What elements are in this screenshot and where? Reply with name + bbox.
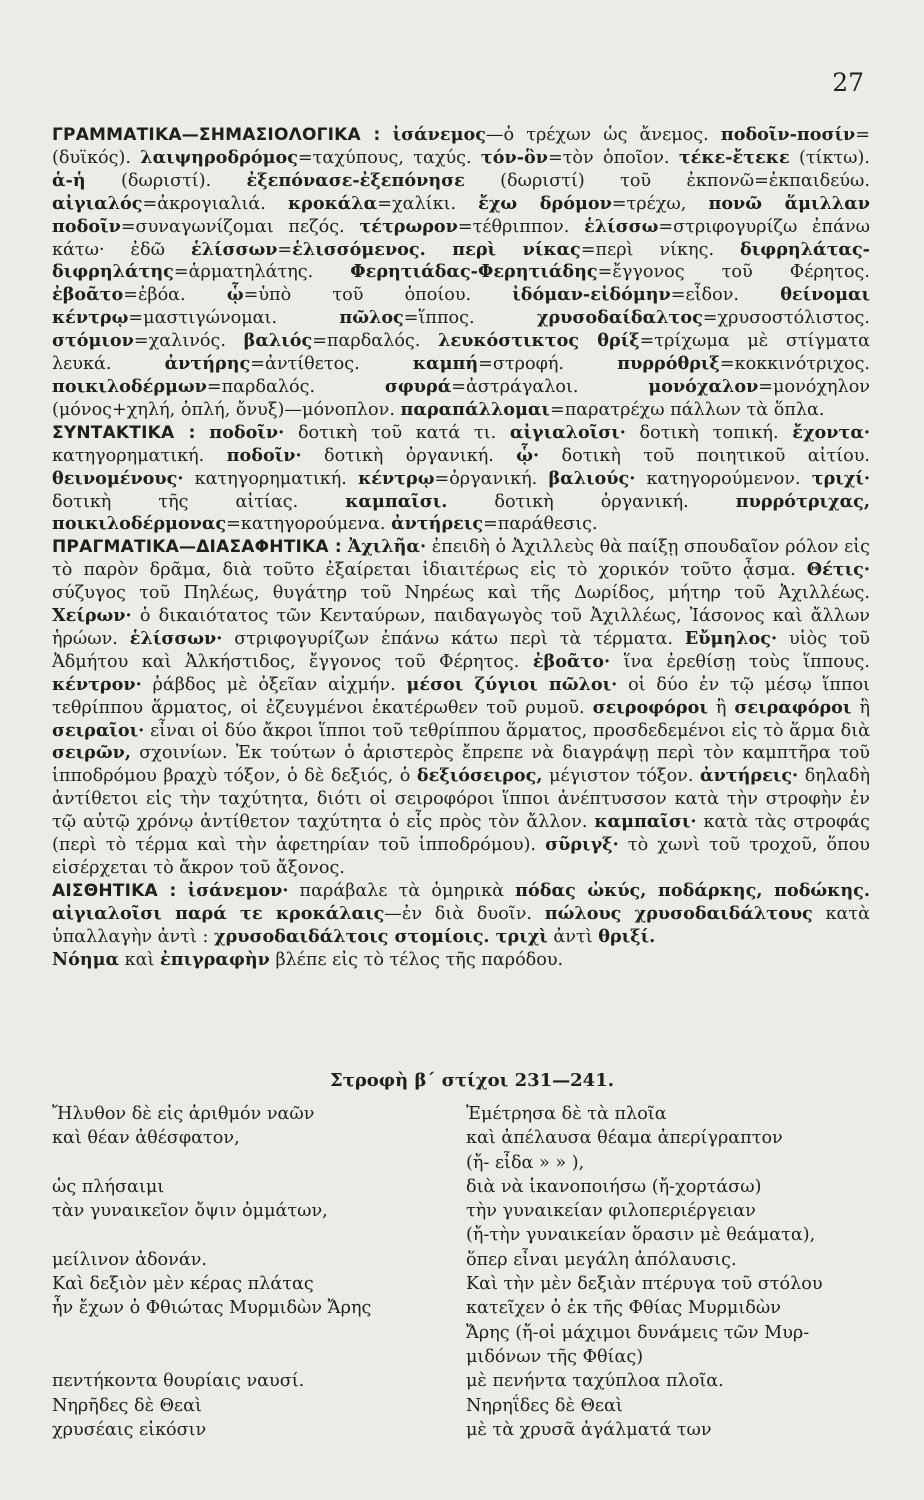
verse-original: τὰν γυναικεῖον ὄψιν ὀμμάτων, <box>52 1201 328 1222</box>
term: στόμιον <box>52 330 134 352</box>
verse-row <box>52 1369 870 1393</box>
term: χρυσοδαιδάλτοις στομίοις. τριχὶ <box>214 925 548 947</box>
term: ἑλίσσων· <box>129 627 223 649</box>
term: ἑλίσσων <box>190 238 278 260</box>
verse-original: πεντήκοντα θουρίαις ναυσί. <box>52 1371 305 1392</box>
term: ἐβοᾶτο <box>52 284 124 306</box>
term: κέντρῳ <box>358 467 435 489</box>
term: τόν-ὃν <box>480 146 548 168</box>
verse-translation: μὲ τὰ χρυσᾶ ἀγάλματά των <box>466 1419 712 1440</box>
verse-row <box>52 1345 870 1369</box>
term: σφυρά <box>384 375 452 397</box>
verse-translation: Ἐμέτρησα δὲ τὰ πλοῖα <box>466 1104 667 1124</box>
term: ἰσάνεμος <box>392 124 486 145</box>
term: ἁ-ἡ <box>52 169 86 191</box>
verse-row <box>52 1102 870 1126</box>
verse-translation: καὶ ἀπέλαυσα θέαμα ἀπερίγραπτον <box>466 1128 783 1149</box>
page-number: 27 <box>832 68 864 97</box>
term: τριχί· <box>811 467 871 489</box>
term: σειροφόροι <box>592 696 708 718</box>
section-heading-pragmatika: ΠΡΑΓΜΑΤΙΚΑ—ΔΙΑΣΑΦΗΤΙΚΑ : <box>52 537 342 558</box>
term: σειραῖοι· <box>52 719 145 741</box>
verse-row <box>52 1126 870 1150</box>
term: χρυσοδαίδαλτος <box>536 307 703 329</box>
section-aisthitika <box>52 880 870 949</box>
term: καμπαῖσι· <box>594 811 697 833</box>
verse-row <box>52 1394 870 1418</box>
term: ἑλισσόμενος. περὶ νίκας <box>292 238 581 260</box>
term: θεινομένους· <box>52 467 184 489</box>
verse-original: ὡς πλήσαιμι <box>52 1176 165 1197</box>
term: ποδοῖν-ποσίν <box>720 124 856 145</box>
verse-row <box>52 1151 870 1175</box>
verse-original <box>52 1223 466 1247</box>
term: λευκόστικτος θρίξ <box>438 330 640 352</box>
verse-original <box>52 1321 466 1345</box>
term: καμπή <box>412 353 479 375</box>
section-text-grammatika: ἰσάνεμος—ὁ τρέχων ὡς ἄνεμος. ποδοῖν-ποσίν=(δυϊκός). λαιψηροδρόμος=ταχύπους, ταχύς. τόν-ὃν=τὸν ὁποῖον. τέκε-ἔτεκε (τίκτω). ἁ-ἡ (δωριστί). ἐξεπόνασε-ἐξεπόνησε (δωριστί) τοῦ ἐκπονῶ=ἐκπαιδεύω. αἰγιαλός=ἀκρογιαλιά. κροκάλα=χαλίκι. ἔχω δρόμον=τρέχω, πονῶ ἅμιλλαν ποδοῖν=συναγωνίζομαι πεζός. τέτρωρον=τέθριππον. ἑλίσσω=στριφογυρίζω ἐπάνω κάτω· ἐδῶ ἑλίσσων=ἑλισσόμενος. περὶ νίκας=περὶ νίκης. διφρηλάτας-διφρηλάτης=ἁρματηλάτης. Φερητιάδας-Φερητιάδης=ἔγγονος τοῦ Φέρητος. ἐβοᾶτο=ἐβόα. ᾧ=ὑπὸ τοῦ ὁποίου. ἰδόμαν-εἰδόμην=εἶδον. θείνομαι κέντρῳ=μαστιγώνομαι. πῶλος=ἵππος. χρυσοδαίδαλτος=χρυσοστόλιστος. στόμιον=χαλινός. βαλιός=παρδαλός. λευκόστικτος θρίξ=τρίχωμα μὲ στίγματα λευκά. ἀντήρης=ἀντίθετος. καμπή=στροφή. πυρρόθριξ=κοκκινότριχος. ποικιλοδέρμων=παρδαλός. σφυρά=ἀστράγαλοι. μονόχαλον=μονόχηλον (μόνος+χηλή, ὁπλή, ὄνυξ)—μόνοπλον. παραπάλλομαι=παρατρέχω πάλλων τὰ ὅπλα. <box>52 124 871 420</box>
term: δεξιόσειρος, <box>416 765 543 787</box>
term: ᾧ <box>226 284 244 306</box>
verse-original: ἦν ἔχων ὁ Φθιώτας Μυρμιδὼν Ἄρης <box>52 1298 372 1319</box>
term: ἀντήρεις· <box>700 765 799 787</box>
term: σῦριγξ· <box>545 834 619 856</box>
term: τέτρωρον <box>359 215 458 237</box>
section-text-syntaktika: ποδοῖν· δοτικὴ τοῦ κατά τι. αἰγιαλοῖσι· δοτικὴ τοπική. ἔχοντα· κατηγορηματική. ποδοῖν· δοτικὴ ὀργανική. ᾧ· δοτικὴ τοῦ ποιητικοῦ αἰτίου. θεινομένους· κατηγορηματική. κέντρῳ=ὀργανική. βαλιούς· κατηγορούμενον. τριχί· δοτικὴ τῆς αἰτίας. καμπαῖσι. δοτικὴ ὀργανική. πυρρότριχας, ποικιλοδέρμονας=κατηγορούμενα. ἀντήρεις=παράθεσις. <box>52 421 871 535</box>
verse-translation: (ἤ- εἶδα » » ), <box>466 1152 585 1173</box>
verse-row <box>52 1223 870 1247</box>
verse-translation: διὰ νὰ ἱκανοποιήσω (ἤ-χορτάσω) <box>466 1176 762 1197</box>
verse-original: χρυσέαις εἰκόσιν <box>52 1419 207 1440</box>
term: μέσοι ζύγιοι πῶλοι· <box>406 673 618 695</box>
term: ἰσάνεμον· <box>187 879 289 901</box>
verse-original <box>52 1151 466 1175</box>
term: ἐξεπόνασε-ἐξεπόνησε <box>246 169 465 191</box>
verse-translation: μιδόνων τῆς Φθίας) <box>466 1346 644 1367</box>
term: ἐβοᾶτο· <box>532 650 611 672</box>
term: ποικιλοδέρμων <box>52 375 207 397</box>
verse-row <box>52 1272 870 1296</box>
term: ποδοῖν· <box>209 421 285 443</box>
verse-translation-table <box>52 1102 870 1442</box>
term: ἰδόμαν-εἰδόμην <box>512 284 671 306</box>
section-syntaktika <box>52 422 870 537</box>
term: Νόημα <box>52 948 120 970</box>
commentary-body <box>52 124 870 972</box>
term: διφρηλάτας-διφρηλάτης <box>52 238 870 283</box>
section-heading-syntaktika: ΣΥΝΤΑΚΤΙΚΑ : <box>52 422 196 443</box>
term: μονόχαλον <box>648 375 759 397</box>
verse-translation: ὅπερ εἶναι μεγάλη ἀπόλαυσις. <box>466 1249 737 1270</box>
term: Ἀχιλῆα· <box>347 536 427 558</box>
verse-row <box>52 1418 870 1442</box>
verse-original: Ἤλυθον δὲ εἰς ἀριθμόν ναῶν <box>52 1104 315 1124</box>
term: ἐπιγραφὴν <box>160 948 270 970</box>
term: λαιψηροδρόμος <box>140 146 298 168</box>
term: βαλιούς· <box>548 467 636 489</box>
term: θείνομαι κέντρῳ <box>52 284 871 329</box>
section-pragmatika <box>52 536 870 880</box>
section-grammatika <box>52 124 870 422</box>
term: πῶλος <box>339 307 404 329</box>
verse-row <box>52 1321 870 1345</box>
term: ἑλίσσω <box>584 215 659 237</box>
term: σειραφόροι <box>734 696 852 718</box>
verse-translation: Νηρηΐδες δὲ Θεαὶ <box>466 1395 623 1416</box>
term: Χείρων· <box>52 605 132 627</box>
nohma-note: Νόημα καὶ ἐπιγραφὴν βλέπε εἰς τὸ τέλος τῆς παρόδου. <box>52 948 564 970</box>
strophe-title: Στροφὴ β΄ στίχοι 231—241. <box>329 1070 614 1091</box>
term: Φερητιάδας-Φερητιάδης <box>350 261 598 283</box>
term: ποδοῖν· <box>226 444 302 466</box>
section-text-pragmatika: Ἀχιλῆα· ἐπειδὴ ὁ Ἀχιλλεὺς θὰ παίξῃ σπουδαῖον ρόλον εἰς τὸ παρὸν δρᾶμα, διὰ τοῦτο ἐξαίρεται ἰδιαιτέρως εἰς τὸ χορικόν τοῦτο ᾆσμα. Θέτις· σύζυγος τοῦ Πηλέως, θυγάτηρ τοῦ Νηρέως καὶ τῆς Δωρίδος, μήτηρ τοῦ Ἀχιλλέως. Χείρων· ὁ δικαιότατος τῶν Κενταύρων, παιδαγωγὸς τοῦ Ἀχιλλέως, Ἰάσονος καὶ ἄλλων ἡρώων. ἑλίσσων· στριφογυρίζων ἐπάνω κάτω περὶ τὰ τέρματα. Εὔμηλος· υἱὸς τοῦ Ἀδμήτου καὶ Ἀλκήστιδος, ἔγγονος τοῦ Φέρητος. ἐβοᾶτο· ἵνα ἐρεθίσῃ τοὺς ἵππους. κέντρον· ῥάβδος μὲ ὀξεῖαν αἰχμήν. μέσοι ζύγιοι πῶλοι· οἱ δύο ἐν τῷ μέσῳ ἵπποι τεθρίππου ἅρματος, οἱ ἐζευγμένοι ἑκατέρωθεν τοῦ ρυμοῦ. σειροφόροι ἢ σειραφόροι ἢ σειραῖοι· εἶναι οἱ δύο ἄκροι ἵπποι τοῦ τεθρίππου ἅρματος, προσδεδεμένοι εἰς τὸ ἅρμα διὰ σειρῶν, σχοινίων. Ἐκ τούτων ὁ ἀριστερὸς ἔπρεπε νὰ διαγράψῃ περὶ τὸν καμπτῆρα τοῦ ἱπποδρόμου βραχὺ τόξον, ὁ δὲ δεξιός, ὁ δεξιόσειρος, μέγιστον τόξον. ἀντήρεις· δηλαδὴ ἀντίθετοι εἰς τὴν ταχύτητα, διότι οἱ σειροφόροι ἵπποι ἀνέπτυσσον κατὰ τὴν στροφὴν ἐν τῷ αὐτῷ χρόνῳ ἀντίθετον ταχύτητα ὁ εἷς πρὸς τὸν ἄλλον. καμπαῖσι· κατὰ τὰς στροφάς (περὶ τὸ τέρμα καὶ τὴν ἀφετηρίαν τοῦ ἱπποδρόμου). σῦριγξ· τὸ χωνὶ τοῦ τροχοῦ, ὅπου εἰσέρχεται τὸ ἄκρον τοῦ ἄξονος. <box>52 536 871 878</box>
term: βαλιός <box>243 330 313 352</box>
term: τέκε-ἔτεκε <box>678 146 790 168</box>
term: Εὔμηλος· <box>684 627 778 649</box>
verse-translation: (ἤ-τὴν γυναικείαν ὅρασιν μὲ θεάματα), <box>466 1225 816 1246</box>
term: αἰγιαλοῖσι· <box>509 421 626 443</box>
verse-translation: Καὶ τὴν μὲν δεξιὰν πτέρυγα τοῦ στόλου <box>466 1274 823 1295</box>
term: ἀντήρης <box>164 353 251 375</box>
term: πώλους χρυσοδαιδάλτους <box>544 902 813 924</box>
term: σειρῶν, <box>52 742 131 764</box>
term: Θέτις· <box>806 559 870 581</box>
term: αἰγιαλός <box>52 192 143 214</box>
verse-translation: μὲ πενήντα ταχύπλοα πλοῖα. <box>466 1371 724 1392</box>
term: ἀντήρεις <box>391 513 484 535</box>
term: κέντρον· <box>52 673 142 695</box>
term: ᾧ· <box>516 444 540 466</box>
term: ἔχω δρόμον <box>478 192 612 214</box>
verse-original: μείλινον ἀδονάν. <box>52 1249 208 1270</box>
verse-original <box>52 1345 466 1369</box>
term: παραπάλλομαι <box>400 398 550 420</box>
term: πονῶ ἅμιλλαν ποδοῖν <box>52 192 870 237</box>
term: καμπαῖσι. <box>345 490 448 512</box>
term: θριξί. <box>598 925 656 947</box>
verse-row <box>52 1296 870 1320</box>
section-text-aisthitika: ἰσάνεμον· παράβαλε τὰ ὁμηρικὰ πόδας ὠκύς, ποδάρκης, ποδώκης. αἰγιαλοῖσι παρά τε κροκάλαις—ἐν διὰ δυοῖν. πώλους χρυσοδαιδάλτους κατὰ ὑπαλλαγὴν ἀντὶ : χρυσοδαιδάλτοις στομίοις. τριχὶ ἀντὶ θριξί. <box>52 879 870 947</box>
verse-translation: Ἄρης (ἤ-οἱ μάχιμοι δυνάμεις τῶν Μυρ- <box>466 1322 810 1343</box>
term: κροκάλα <box>288 192 378 214</box>
section-heading-grammatika: ΓΡΑΜΜΑΤΙΚΑ—ΣΗΜΑΣΙΟΛΟΓΙΚΑ : <box>52 125 381 145</box>
section-heading-aisthitika: ΑΙΣΘΗΤΙΚΑ : <box>52 880 177 901</box>
term: πόδας ὠκύς, ποδάρκης, ποδώκης. αἰγιαλοῖσι παρά τε κροκάλαις <box>52 879 870 924</box>
verse-row <box>52 1248 870 1272</box>
term: πυρρόθριξ <box>617 353 720 375</box>
verse-original: καὶ θέαν ἀθέσφατον, <box>52 1128 240 1149</box>
verse-original: Καὶ δεξιὸν μὲν κέρας πλάτας <box>52 1274 314 1295</box>
term: πυρρότριχας, ποικιλοδέρμονας <box>52 490 871 535</box>
verse-row <box>52 1199 870 1223</box>
verse-row <box>52 1175 870 1199</box>
verse-translation: κατεῖχεν ὁ ἐκ τῆς Φθίας Μυρμιδὼν <box>466 1298 781 1319</box>
term: ἔχοντα· <box>792 421 870 443</box>
verse-original: Νηρῆδες δὲ Θεαὶ <box>52 1395 202 1416</box>
verse-translation: τὴν γυναικείαν φιλοπεριέργειαν <box>466 1201 756 1222</box>
